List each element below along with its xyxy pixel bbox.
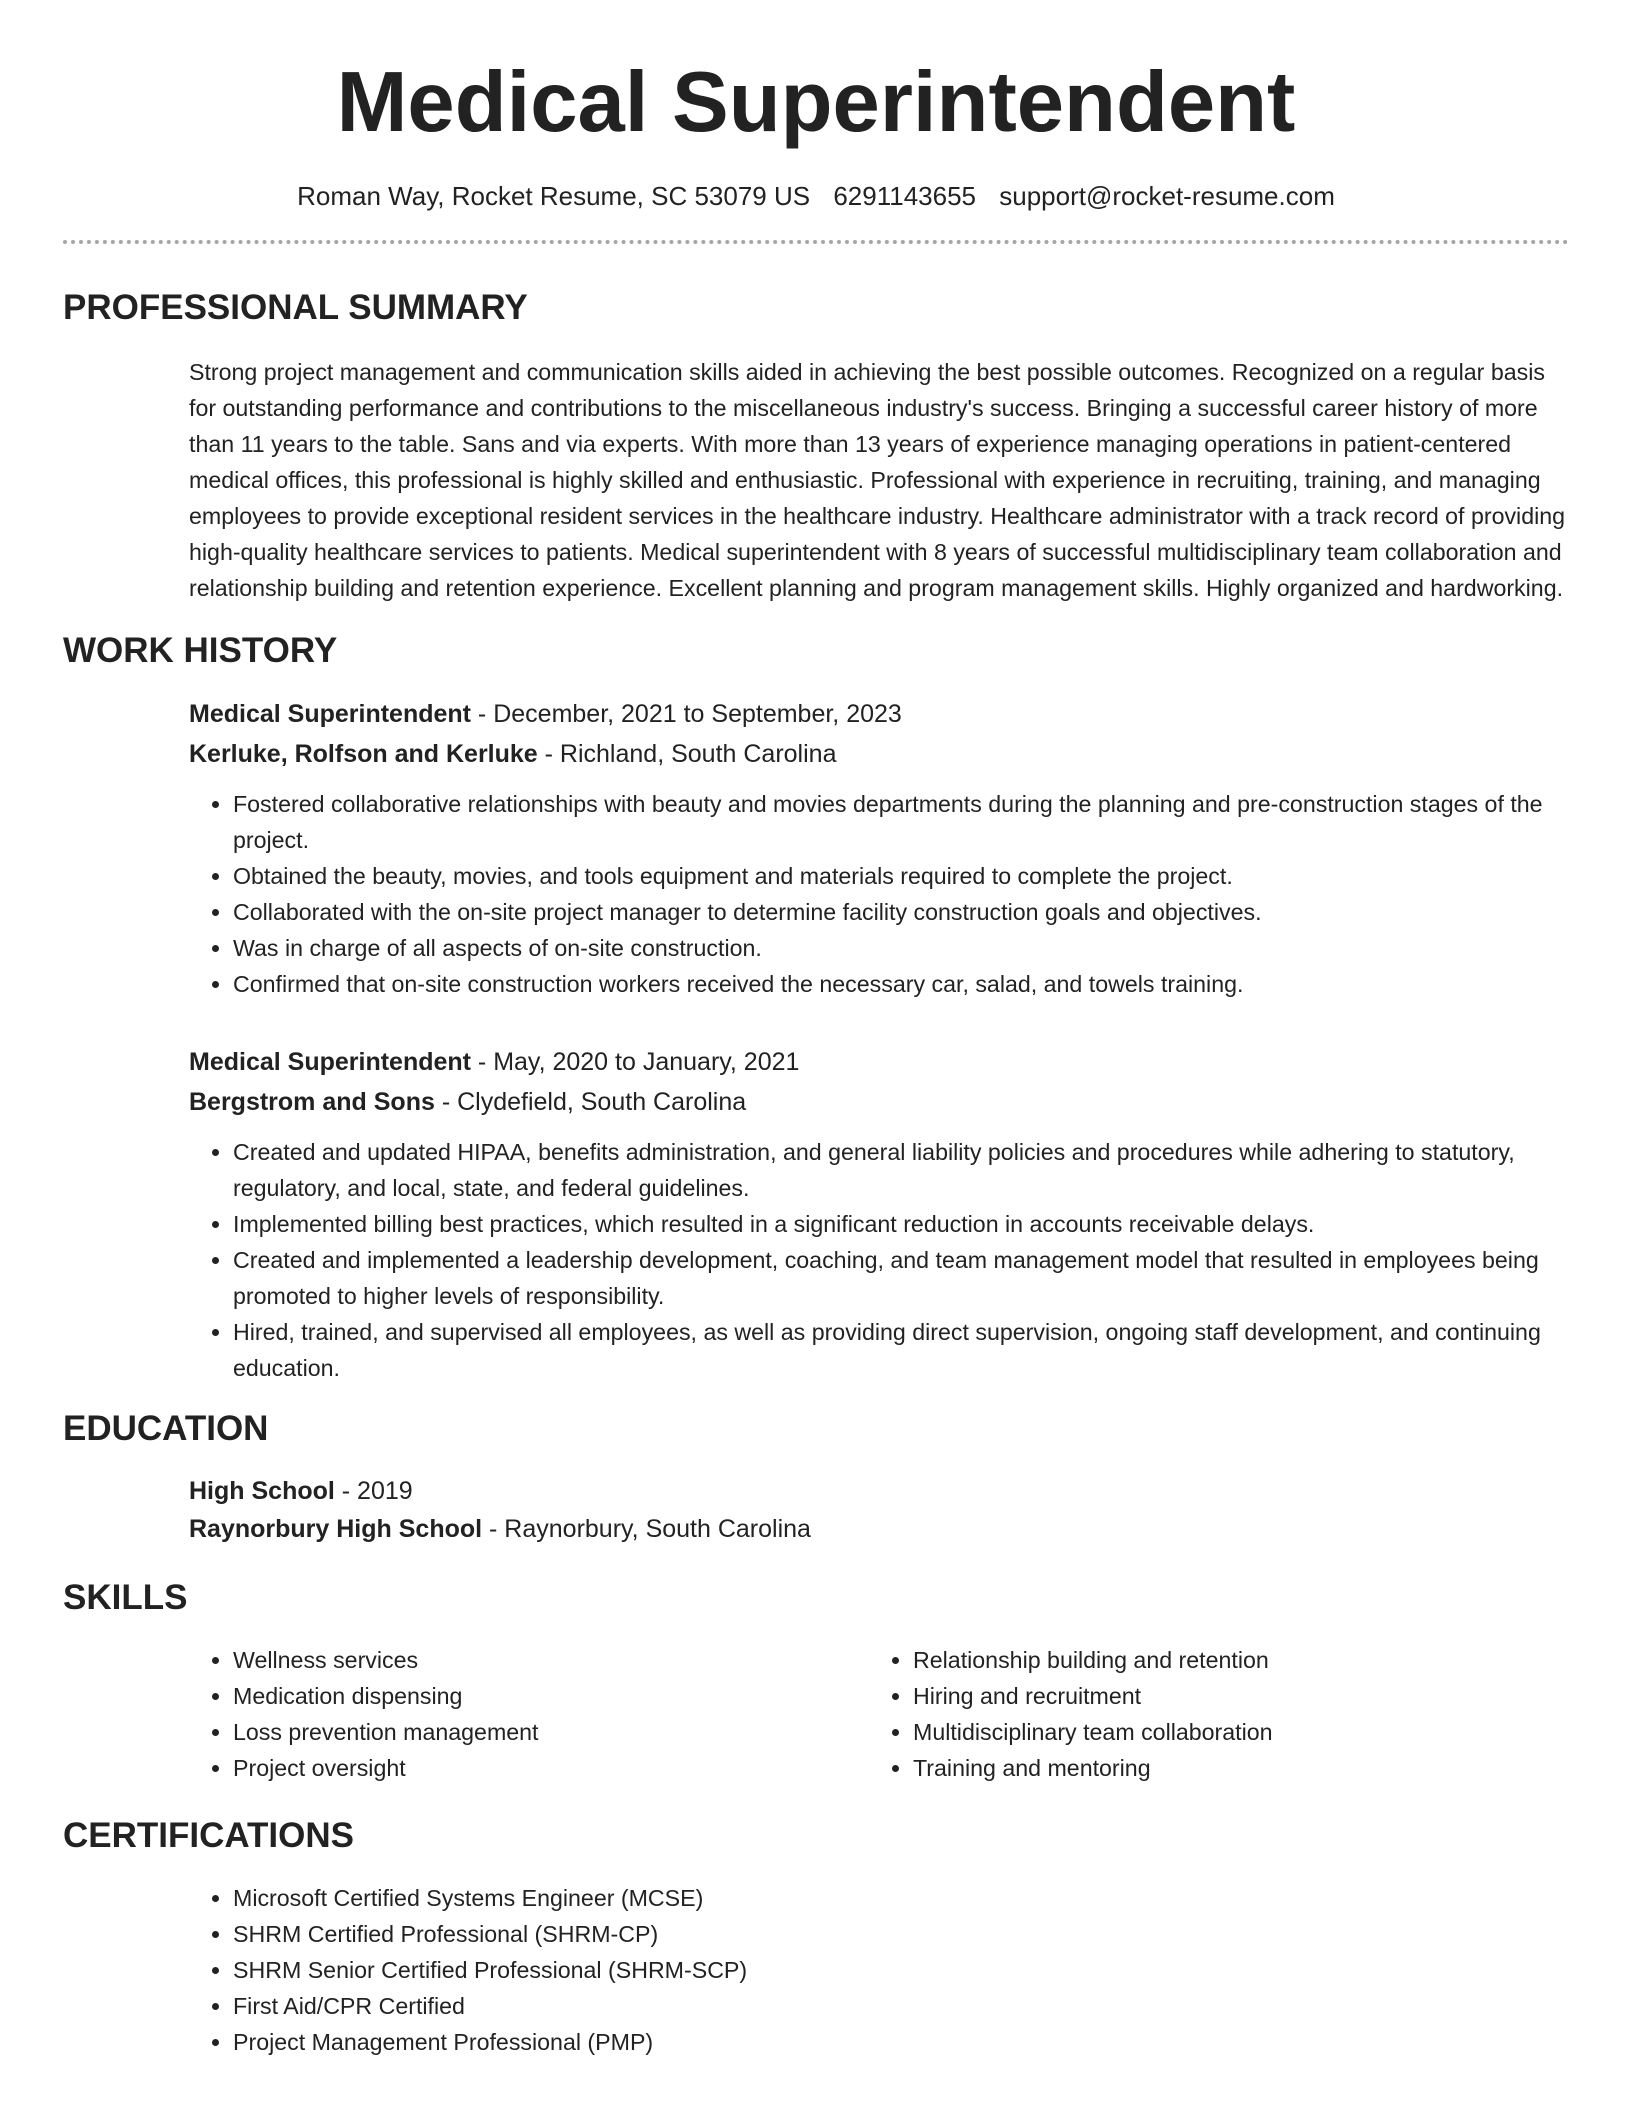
list-item: • Training and mentoring (913, 1750, 1549, 1786)
list-item: • Created and updated HIPAA, benefits administration, and general liability policies and procedures while adhering to statutory, regulatory, and local, state, and federal guidelines. (233, 1134, 1569, 1206)
certifications-list (189, 1880, 1569, 2060)
education-degree-line (189, 1472, 1569, 1510)
list-item: • SHRM Certified Professional (SHRM-CP) (233, 1916, 1569, 1952)
list-item: • Project oversight (233, 1750, 869, 1786)
list-item: • Confirmed that on-site construction workers received the necessary car, salad, and towels training. (233, 966, 1569, 1002)
job-company: Bergstrom and Sons (189, 1088, 435, 1116)
contact-info (63, 180, 1569, 212)
list-item: • First Aid/CPR Certified (233, 1988, 1569, 2024)
skills-right-list (869, 1642, 1549, 1786)
list-item: • Hiring and recruitment (913, 1678, 1549, 1714)
job-entry (189, 694, 1569, 1002)
education-school: Raynorbury High School (189, 1515, 483, 1543)
job-duties (189, 786, 1569, 1002)
list-item: • Implemented billing best practices, which resulted in a significant reduction in accounts receivable delays. (233, 1206, 1569, 1242)
list-item: • Microsoft Certified Systems Engineer (MCSE) (233, 1880, 1569, 1916)
job-dates: - May, 2020 to January, 2021 (470, 1048, 800, 1076)
job-role: Medical Superintendent (189, 1048, 471, 1076)
list-item: • Fostered collaborative relationships with beauty and movies departments during the planning and pre-construction stages of the project. (233, 786, 1569, 858)
skills-column-left (189, 1642, 869, 1786)
list-item: • Multidisciplinary team collaboration (913, 1714, 1549, 1750)
list-item: • Obtained the beauty, movies, and tools equipment and materials required to complete the project. (233, 858, 1569, 894)
summary-heading: PROFESSIONAL SUMMARY (63, 288, 528, 327)
skills-left-list (189, 1642, 869, 1786)
skills-list (189, 1642, 1569, 1786)
job-title-line (189, 694, 1569, 734)
job-dates: - December, 2021 to September, 2023 (470, 700, 902, 728)
skills-heading: SKILLS (63, 1578, 188, 1617)
list-item: • Medication dispensing (233, 1678, 869, 1714)
job-duties (189, 1134, 1569, 1386)
job-title-line (189, 1042, 1569, 1082)
list-item: • Was in charge of all aspects of on-site construction. (233, 930, 1569, 966)
summary-text: Strong project management and communication skills aided in achieving the best possible outcomes. Recognized on a regular basis for outstanding performance and contributions to the miscellaneous industry's success. Bringing a successful career history of more than 11 years to the table. Sans and via experts. With more than 13 years of experience managing operations in patient-centered medical offices, this professional is highly skilled and enthusiastic. Professional with experience in recruiting, training, and managing employees to provide exceptional resident services in the healthcare industry. Healthcare administrator with a track record of providing high-quality healthcare services to patients. Medical superintendent with 8 years of successful multidisciplinary team collaboration and relationship building and retention experience. Excellent planning and program management skills. Highly organized and hardworking. (189, 359, 1566, 601)
job-company: Kerluke, Rolfson and Kerluke (189, 740, 538, 768)
certifications-items (189, 1880, 1569, 2060)
education-degree: High School (189, 1477, 335, 1505)
header-divider (63, 240, 1569, 244)
list-item: • SHRM Senior Certified Professional (SHRM-SCP) (233, 1952, 1569, 1988)
list-item: • Wellness services (233, 1642, 869, 1678)
list-item: • Created and implemented a leadership development, coaching, and team management model that resulted in employees being promoted to higher levels of responsibility. (233, 1242, 1569, 1314)
skills-column-right (869, 1642, 1549, 1786)
job-entry (189, 1042, 1569, 1386)
list-item: • Project Management Professional (PMP) (233, 2024, 1569, 2060)
job-role: Medical Superintendent (189, 700, 471, 728)
list-item: • Hired, trained, and supervised all employees, as well as providing direct supervision, ongoing staff development, and continuing education. (233, 1314, 1569, 1386)
education-entry (189, 1472, 1569, 1548)
list-item: • Relationship building and retention (913, 1642, 1549, 1678)
contact-phone: 6291143655 (833, 181, 977, 211)
education-location: - Raynorbury, South Carolina (482, 1515, 811, 1543)
list-item: • Collaborated with the on-site project manager to determine facility construction goals and objectives. (233, 894, 1569, 930)
contact-address: Roman Way, Rocket Resume, SC 53079 US (297, 181, 811, 211)
education-school-line (189, 1510, 1569, 1548)
resume-name: Medical Superintendent (336, 55, 1296, 150)
list-item: • Loss prevention management (233, 1714, 869, 1750)
job-company-line (189, 1082, 1569, 1122)
education-heading: EDUCATION (63, 1409, 269, 1448)
job-company-line (189, 734, 1569, 774)
job-location: - Richland, South Carolina (537, 740, 837, 768)
work-history-heading: WORK HISTORY (63, 631, 338, 670)
contact-email: support@rocket-resume.com (999, 181, 1335, 211)
education-year: - 2019 (334, 1477, 413, 1505)
certifications-heading: CERTIFICATIONS (63, 1816, 355, 1855)
job-location: - Clydefield, South Carolina (434, 1088, 747, 1116)
